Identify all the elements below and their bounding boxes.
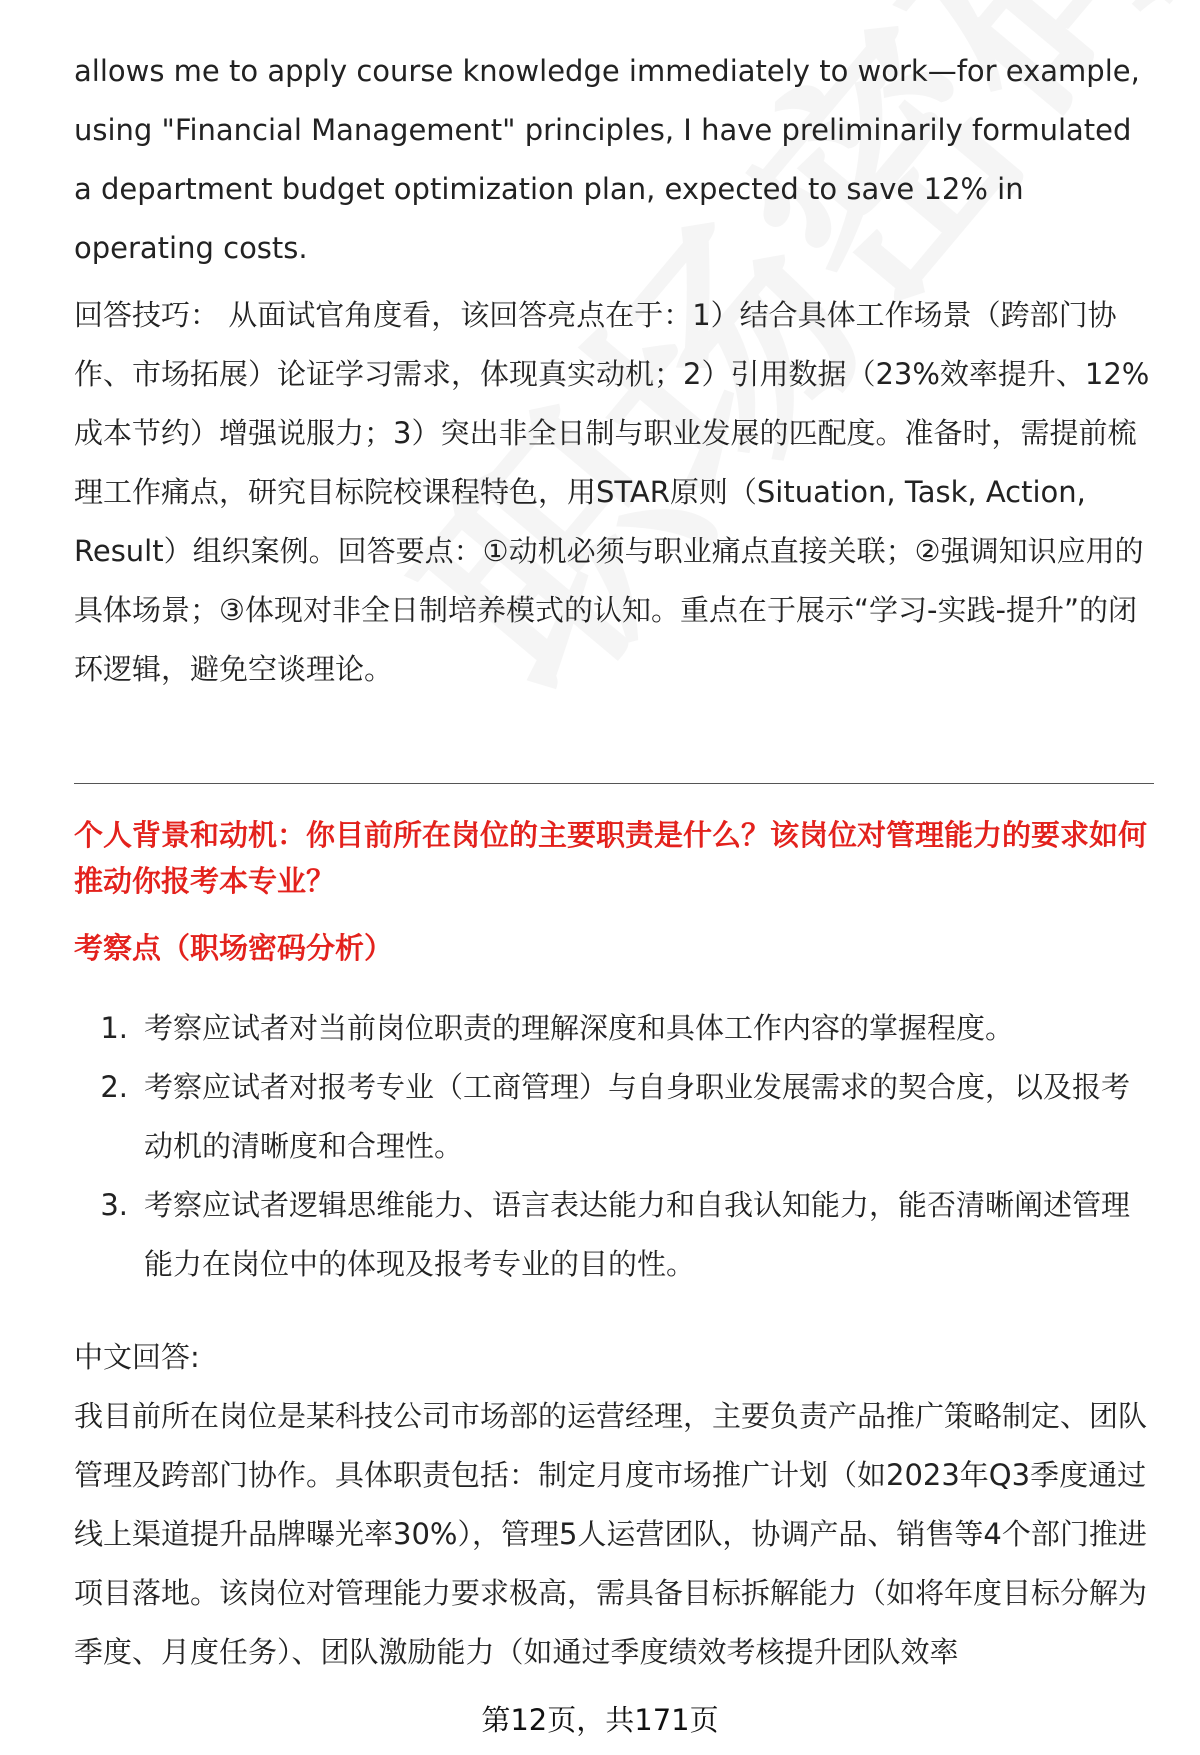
list-item-text: 考察应试者逻辑思维能力、语言表达能力和自我认知能力，能否清晰阐述管理能力在岗位中的体现及报考专业的目的性。 (144, 1188, 1131, 1281)
list-item-number: 3. (100, 1188, 128, 1222)
intro-paragraph: allows me to apply course knowledge immediately to work—for example, using "Financial Management" principles, I have preliminarily formulated a department budget optimization plan, expected to save 12% in operating costs. (74, 54, 1140, 265)
answer-label: 中文回答: (74, 1340, 200, 1374)
list-item-text: 考察应试者对报考专业（工商管理）与自身职业发展需求的契合度，以及报考动机的清晰度和合理性。 (144, 1070, 1131, 1163)
tips-paragraph: 回答技巧： 从面试官角度看，该回答亮点在于：1）结合具体工作场景（跨部门协作、市场拓展）论证学习需求，体现真实动机；2）引用数据（23%效率提升、12%成本节约）增强说服力；3）突出非全日制与职业发展的匹配度。准备时，需提前梳理工作痛点，研究目标院校课程特色，用STAR原则（Situation, Task, Action, Result）组织案例。回答要点：①动机必须与职业痛点直接关联；②强调知识应用的具体场景；③体现对非全日制培养模式的认知。重点在于展示“学习-实践-提升”的闭环逻辑，避免空谈理论。 (74, 298, 1150, 686)
question-heading: 个人背景和动机：你目前所在岗位的主要职责是什么？该岗位对管理能力的要求如何推动你报考本专业？ (74, 818, 1148, 898)
list-item-text: 考察应试者对当前岗位职责的理解深度和具体工作内容的掌握程度。 (144, 1011, 1015, 1045)
assessment-points-list (74, 999, 1154, 1294)
list-item (74, 1058, 1154, 1176)
section-divider (74, 783, 1154, 784)
section-title: 考察点（职场密码分析） (74, 931, 394, 965)
list-item-number: 1. (100, 1011, 128, 1045)
list-item (74, 1176, 1154, 1294)
list-item-number: 2. (100, 1070, 128, 1104)
list-item (74, 999, 1154, 1058)
page-number-footer: 第12页，共171页 (481, 1703, 719, 1737)
answer-paragraph: 我目前所在岗位是某科技公司市场部的运营经理，主要负责产品推广策略制定、团队管理及跨部门协作。具体职责包括：制定月度市场推广计划（如2023年Q3季度通过线上渠道提升品牌曝光率30%），管理5人运营团队，协调产品、销售等4个部门推进项目落地。该岗位对管理能力要求极高，需具备目标拆解能力（如将年度目标分解为季度、月度任务）、团队激励能力（如通过季度绩效考核提升团队效率 (74, 1399, 1148, 1669)
